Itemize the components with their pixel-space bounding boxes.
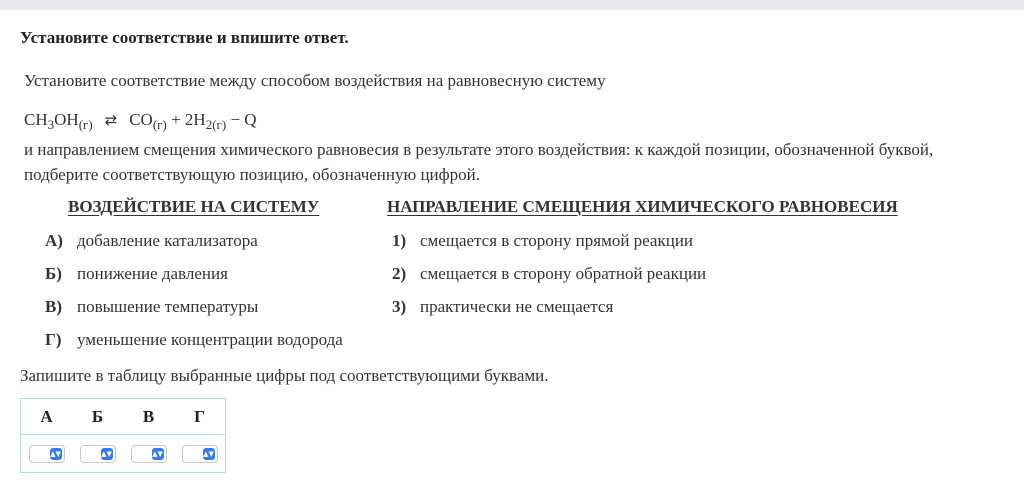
answer-column-g: Г	[174, 399, 226, 435]
task-title: Установите соответствие и впишите ответ.	[20, 28, 349, 47]
answer-table	[20, 398, 226, 473]
chevron-up-down-icon: ▲▼	[50, 449, 61, 458]
chevron-up-down-icon: ▲▼	[152, 449, 163, 458]
reaction-equation: $CH_3OH_{(г)}$ ⇄ $CO_{(г)} + 2H_{2(г)} - Q$	[24, 110, 257, 132]
chevron-up-down-icon: ▲▼	[203, 449, 214, 458]
answer-column-a: А	[21, 399, 73, 435]
list-item: Г) уменьшение концентрации водорода	[45, 330, 343, 349]
list-item: В) повышение температуры	[45, 297, 259, 316]
answer-select-b[interactable]	[80, 445, 116, 463]
list-item: 3) практически не смещается	[392, 297, 614, 316]
task-description: и направлением смещения химического равновесия в результате этого воздействия: к каждой позиции, обозначенной буквой, подберите соответствующую позицию, обозначенную цифрой.	[24, 140, 934, 184]
answer-column-v: В	[123, 399, 174, 435]
top-bar	[0, 0, 1024, 10]
equilibrium-arrow-icon: ⇄	[104, 111, 118, 129]
table-instruction: Запишите в таблицу выбранные цифры под соответствующими буквами.	[20, 366, 549, 385]
answer-select-a[interactable]	[29, 445, 65, 463]
list-item: 1) смещается в сторону прямой реакции	[392, 231, 694, 250]
chevron-up-down-icon: ▲▼	[101, 449, 112, 458]
list-item: А) добавление катализатора	[45, 231, 258, 250]
list-item: Б) понижение давления	[45, 264, 228, 283]
answer-column-b: Б	[72, 399, 123, 435]
list-item: 2) смещается в сторону обратной реакции	[392, 264, 707, 283]
answer-select-v[interactable]	[131, 445, 167, 463]
directions-header: НАПРАВЛЕНИЕ СМЕЩЕНИЯ ХИМИЧЕСКОГО РАВНОВЕСИЯ	[387, 197, 898, 216]
effects-header: ВОЗДЕЙСТВИЕ НА СИСТЕМУ	[68, 197, 320, 216]
answer-select-g[interactable]	[182, 445, 218, 463]
task-intro: Установите соответствие между способом воздействия на равновесную систему	[24, 71, 606, 90]
